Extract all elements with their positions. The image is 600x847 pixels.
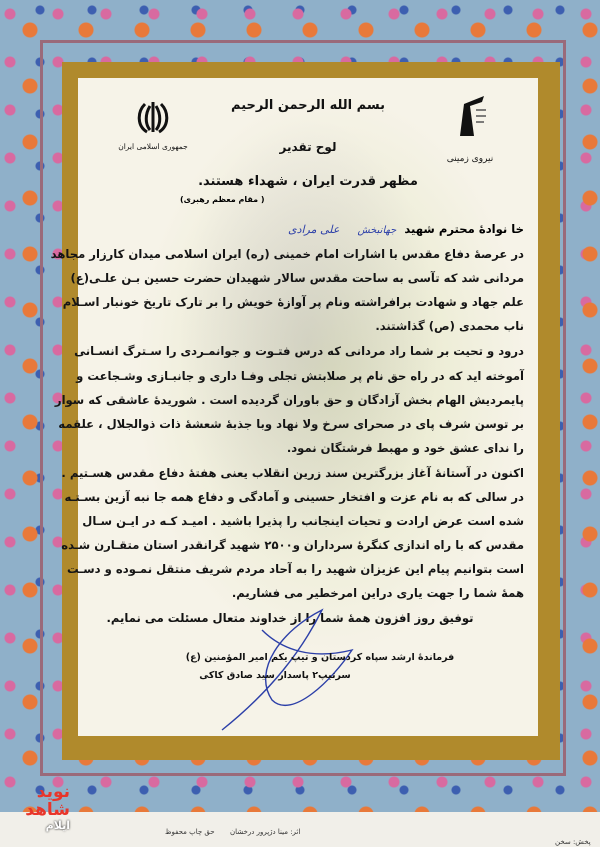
closing-line: توفیق روز افزون همۀ شما را از خداوند متعال مسئلت می نمایم.: [106, 611, 474, 625]
body-line: همۀ شما را جهت یاری دراین امرخطیر می فشاریم.: [231, 586, 524, 600]
ground-force-emblem: [440, 92, 500, 164]
body-line: اکنون در آستانۀ آغاز بزرگترین سند زرین انقلاب یعنی هفتۀ دفاع مقدس هسـتیم .: [61, 466, 524, 480]
watermark-logo: [10, 783, 70, 833]
motto-attribution: ( مقام معظم رهبری): [180, 195, 265, 204]
body-line: در سالی که به نام عزت و افتخار حسینی و آمادگی و دفاع همه جا نبه آزین بسـتـه: [64, 490, 524, 504]
body-line: را ندای عشق خود و مهبط فرشتگان نمود.: [286, 441, 524, 455]
body-line: مردانی شد که تآسی به ساحت مقدس سالار شهیدان حضرت حسین بـن علـی(ع): [70, 271, 524, 285]
iran-emblem-icon: [133, 98, 173, 138]
copyright-note: حق چاپ محفوظ: [165, 828, 215, 836]
body-line: بر توسن شرف پای در صحرای سرخ ولا نهاد وبا جذبۀ شعشۀ ذات ذوالجلال ، علقمه: [58, 417, 524, 431]
ground-force-caption: نیروی زمینی: [446, 154, 494, 164]
body-line: آموخته اید که در راه حق نام پر صلابتش تجلی وفـا داری و جانبـازی وشـجاعت و: [76, 369, 524, 383]
irgc-emblem-icon: [450, 92, 490, 150]
handwritten-surname: جهانبخش: [357, 225, 397, 236]
body-line: ناب محمدی (ص) گذاشتند.: [375, 319, 524, 333]
iran-emblem-caption: جمهوری اسلامی ایران: [118, 142, 188, 151]
body-line: شده است عرض ارادت و تحیات اینجانب را پذیرا باشید . امیـد کـه در ایـن سـال: [82, 514, 524, 528]
signer-position: فرماندۀ ارشد سپاه کردستان و تیپ یکم امیر المؤمنین (ع): [185, 652, 455, 663]
body-line: علم جهاد و شهادت برافراشته ونام پر آوازۀ خویش را بر تارک تاریخ خونبار اسـلام: [62, 295, 524, 309]
signature-scribble: [212, 590, 362, 740]
handwritten-name: علی مرادی: [287, 223, 340, 236]
bismillah: بسم الله الرحمن الرحیم: [231, 98, 385, 113]
body-line: درود و تحیت بر شما راد مردانی که درس فتـوت و جوانمـردی را سـترگ انسـانی: [74, 344, 524, 358]
body-line: پایمردیش الهام بخش آزادگان و حق باوران گردیده است . شوریدۀ عاشقی که سوار: [54, 393, 524, 407]
greeting-line: [260, 222, 524, 236]
watermark-text: نوید شاهد: [25, 782, 70, 820]
motto: مظهر قدرت ایران ، شهداء هستند.: [198, 174, 418, 189]
signer-name: سرتیپ۲ پاسدار سید صادق کاکی: [199, 670, 351, 681]
distribution-note: پخش: سخن: [555, 838, 591, 846]
artist-credit: اثر: مینا دژپرور درخشان: [230, 828, 301, 836]
certificate-title: لوح تقدیر: [279, 140, 337, 154]
body-line: در عرصۀ دفاع مقدس با اشارات امام خمینی (ره) ایران اسلامی میدان کارزار مجاهد: [50, 247, 524, 261]
body-line: مقدس که با راه اندازی کنگرۀ سرداران و۲۵۰۰ شهید گرانقدر استان متقـارن شـده: [61, 538, 524, 552]
iran-emblem: [118, 98, 188, 151]
watermark-subtext: ایلام: [45, 819, 70, 832]
greeting-prefix: خا نوادۀ محترم شهید: [404, 222, 524, 236]
body-line: است بتوانیم پیام این عزیزان شهید را به آحاد مردم شریف منتقل نمـوده و دسـت: [67, 562, 524, 576]
